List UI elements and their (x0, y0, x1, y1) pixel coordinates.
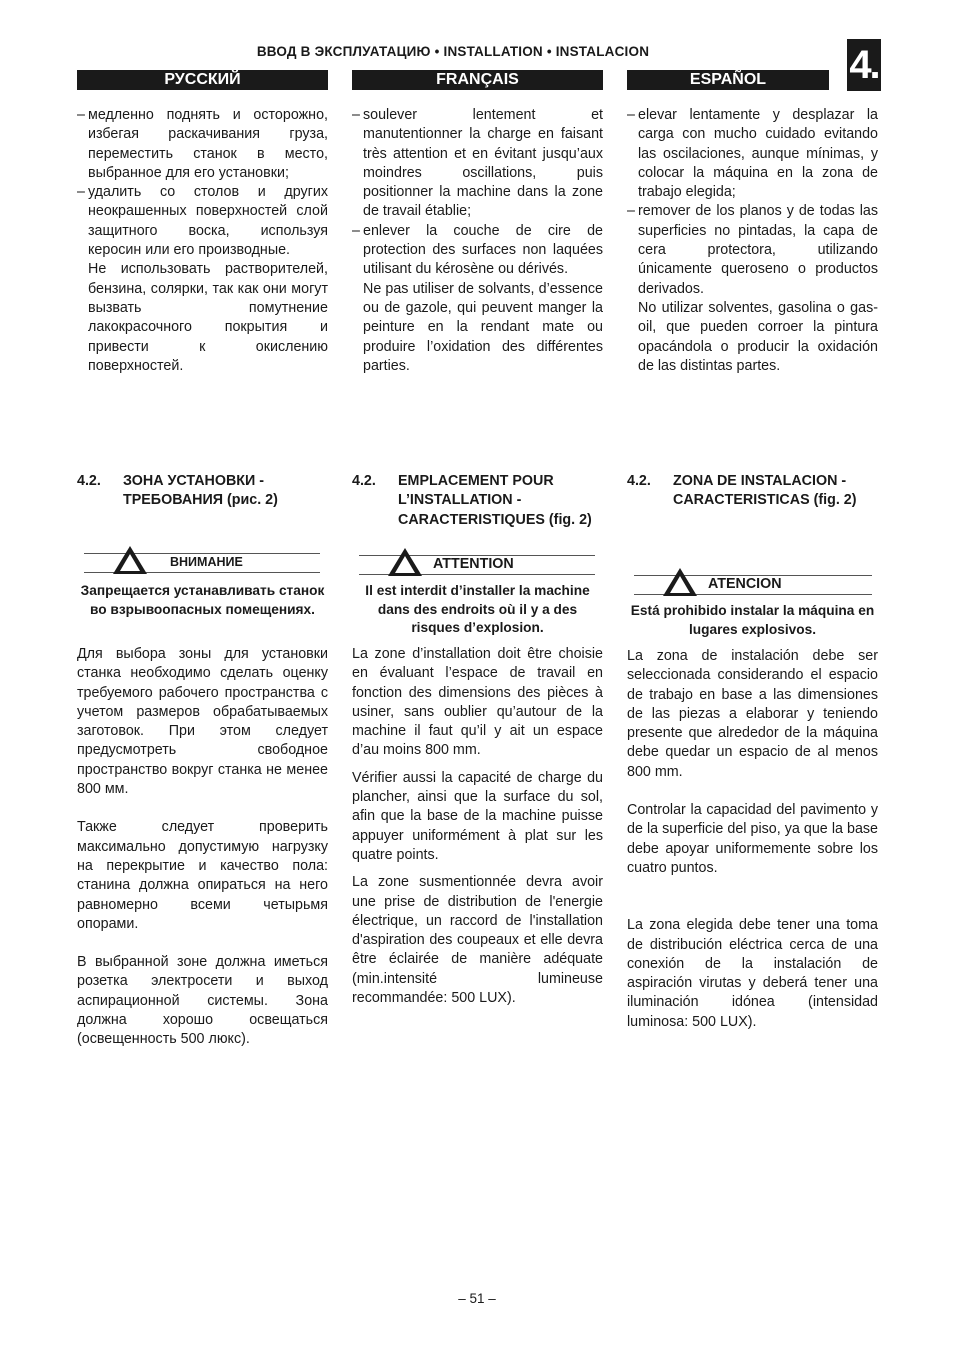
list-item (77, 183, 328, 260)
bullet-dash: – (77, 107, 85, 123)
russian-bullet-list (77, 106, 328, 376)
bullet-text: elevar lentamente y desplazar la carga con mucho cuidado evitando las oscilaciones, aunque mínimas, y colocar la máquina en la zona de trabajo elegida; (638, 107, 878, 201)
warning-label: ВНИМАНИЕ (170, 555, 243, 569)
language-bar-spanish: ESPAÑOL (627, 70, 829, 90)
section-number: 4.2. (627, 473, 651, 489)
bullet-dash: – (77, 184, 85, 201)
paragraph: В выбранной зоне должна иметься розетка электросети и выход аспирационной системы. Зона должна хорошо освещаться (освещенность 500 люкс). (77, 954, 328, 1048)
bullet-note: Ne pas utiliser de solvants, d’essence ou de gazole, qui peuvent manger la peinture en la rendant mate ou produire l’oxidation des différentes parties. (363, 280, 603, 374)
language-bar-russian: РУССКИЙ (77, 70, 328, 90)
paragraph: La zona elegida debe tener una toma de distribución eléctrica cerca de una conexión de la instalación de aspiración virutas y deberá tener una iluminación idónea (intensidad luminosa: 500 LUX). (627, 917, 878, 1030)
bullet-dash: – (627, 107, 635, 123)
warning-text: Está prohibido instalar la máquina en lugares explosivos. (630, 603, 875, 637)
bullet-dash: – (352, 222, 360, 239)
bullet-note: No utilizar solventes, gasolina o gas-oil, que pueden corroer la pintura opacándola o producir la oxidación de las distintas partes. (638, 299, 878, 374)
spanish-section-body (627, 647, 878, 1032)
paragraph: Controlar la capacidad del pavimento y de la superficie del piso, ya que la base debe apoyar uniformemente sobre los cuatro puntos. (627, 802, 878, 876)
paragraph: Для выбора зоны для установки станка необходимо сделать оценку требуемого рабочего пространства с учетом размеров обрабатываемых заготовок. При этом следует предусмотреть свободное пространство вокруг станка не менее 800 мм. (77, 646, 328, 798)
section-title: EMPLACEMENT POUR L’INSTALLATION - CARACTERISTIQUES (fig. 2) (398, 473, 592, 528)
list-item (352, 106, 603, 222)
paragraph: Vérifier aussi la capacité de charge du plancher, ainsi que la surface du sol, afin que la base de la machine puisse appuyer uniformément à plat sur les quatre points. (352, 769, 603, 863)
section-title: ZONA DE INSTALACION - CARACTERISTICAS (fig. 2) (673, 473, 857, 509)
warning-text: Запрещается устанавливать станок во взрывоопасных помещениях. (80, 583, 325, 617)
section-heading (77, 472, 328, 511)
section-title: ЗОНА УСТАНОВКИ - ТРЕБОВАНИЯ (рис. 2) (123, 473, 278, 509)
list-item (352, 222, 603, 280)
paragraph: Также следует проверить максимально допустимую нагрузку на перекрытие и качество пола: станина должна опираться на него равномерно всеми четырьмя опорами. (77, 819, 328, 932)
section-heading (627, 472, 878, 511)
bullet-text: медленно поднять и осторожно, избегая раскачивания груза, переместить станок в место, выбранное для его установки; (88, 107, 328, 181)
french-section-body (352, 645, 603, 1008)
bullet-text: soulever lentement et manutentionner la charge en faisant très attention et en évitant jusqu’aux moindres oscillations, puis positionner la machine dans la zone de travail établie; (363, 107, 603, 220)
bullet-dash: – (627, 203, 635, 220)
list-item (627, 202, 878, 298)
section-number: 4.2. (352, 473, 376, 489)
paragraph: La zone d’installation doit être choisie en évaluant l’espace de travail en fonction des dimensions des pièces à usiner, sans oublier qu’autour de la machine il faut qu’il y ait un espace d’au moins 800 mm. (352, 646, 603, 759)
warning-box (359, 553, 595, 575)
running-header: ВВОД В ЭКСПЛУАТАЦИЮ • INSTALLATION • INSTALACION (256, 44, 650, 59)
warning-label: ATTENTION (433, 556, 514, 572)
section-heading (352, 472, 603, 530)
warning-triangle-icon (662, 567, 698, 597)
language-bar-french: FRANÇAIS (352, 70, 603, 90)
warning-triangle-icon (112, 545, 148, 575)
paragraph: La zona de instalación debe ser seleccionada considerando el espacio de trabajo en base a las dimensiones de las piezas a elaborar y teniendo presente que alrededor de la máquina debe quedar un espacio de al menos 800 mm. (627, 648, 878, 780)
page-number: – 51 – (458, 1291, 496, 1306)
bullet-text: remover de los planos y de todas las superficies no pintadas, la capa de cera protectora, utilizando únicamente queroseno o productos derivados. (638, 203, 878, 297)
bullet-note: Не использовать растворителей, бензина, солярки, так как они могут вызвать помутнение лакокрасочного покрытия и привести к окислению поверхностей. (88, 261, 328, 374)
french-bullet-list (352, 106, 603, 376)
warning-text: Il est interdit d’installer la machine dans des endroits où il y a des risques d’explosion. (365, 583, 590, 636)
warning-label: ATENCION (708, 576, 782, 592)
russian-section-body (77, 645, 328, 1050)
bullet-text: enlever la couche de cire de protection des surfaces non laquées utilisant du kérosène ou dérivés. (363, 222, 603, 278)
spanish-bullet-list (627, 106, 878, 376)
bullet-text: удалить со столов и других неокрашенных поверхностей слой защитного воска, используя керосин или его производные. (88, 184, 328, 259)
warning-box (634, 573, 872, 595)
paragraph: La zone susmentionnée devra avoir une prise de distribution de l'energie électrique, un raccord de l'installation d'aspiration des coupeaux et elle devra être éclairée de manière adéquate (min.intensité lumineuse recommandée: 500 LUX). (352, 874, 603, 1007)
bullet-dash: – (352, 107, 360, 123)
list-item (627, 106, 878, 202)
warning-triangle-icon (387, 547, 423, 577)
list-item (77, 106, 328, 183)
chapter-badge: 4. (847, 39, 881, 91)
section-number: 4.2. (77, 473, 101, 489)
warning-box (84, 551, 320, 573)
